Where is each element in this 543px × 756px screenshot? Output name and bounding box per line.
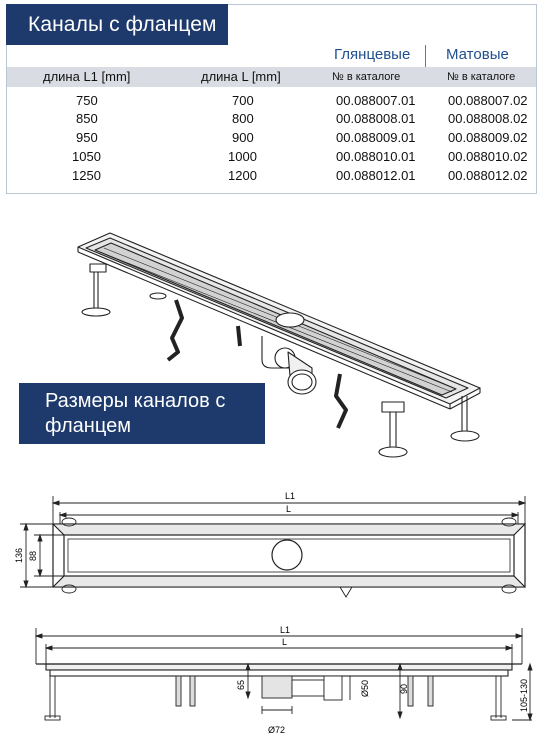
- cell-glossy: 00.088010.01: [336, 149, 416, 164]
- cell-glossy: 00.088007.01: [336, 93, 416, 108]
- cell-matte: 00.088009.02: [448, 130, 528, 145]
- cell-glossy: 00.088012.01: [336, 168, 416, 183]
- top-view-drawing: [0, 488, 543, 600]
- cell-matte: 00.088010.02: [448, 149, 528, 164]
- label-side-l1: L1: [280, 625, 291, 635]
- cell-l: 1000: [228, 149, 257, 164]
- label-width-outer: 136: [14, 547, 24, 563]
- section-title-line2: фланцем: [45, 415, 131, 437]
- label-outlet-dia: Ø72: [268, 725, 286, 735]
- cell-l1: 950: [76, 130, 98, 145]
- label-height-90: 90: [399, 683, 409, 694]
- label-l: L: [286, 504, 292, 514]
- label-adjust-range: 105-130: [519, 678, 529, 712]
- cell-matte: 00.088012.02: [448, 168, 528, 183]
- col-header-matte-catalog: № в каталоге: [447, 71, 516, 83]
- cell-l1: 850: [76, 111, 98, 126]
- matte-group-header: Матовые: [446, 46, 509, 63]
- col-header-l1: длина L1 [mm]: [43, 69, 131, 84]
- cell-l: 800: [232, 111, 254, 126]
- cell-matte: 00.088008.02: [448, 111, 528, 126]
- cell-matte: 00.088007.02: [448, 93, 528, 108]
- section-title-line1: Размеры каналов с: [45, 390, 226, 412]
- cell-l1: 1050: [72, 149, 101, 164]
- col-header-glossy-catalog: № в каталоге: [332, 71, 401, 83]
- page-title: Каналы с фланцем: [6, 4, 228, 45]
- col-header-l: длина L [mm]: [201, 69, 281, 84]
- cell-l: 1200: [228, 168, 257, 183]
- label-height-65: 65: [236, 679, 246, 690]
- label-l1: L1: [285, 491, 296, 501]
- label-pipe-dia: Ø50: [360, 679, 370, 697]
- table-header: [7, 67, 536, 87]
- section-title: [19, 383, 265, 444]
- cell-l: 700: [232, 93, 254, 108]
- side-view-drawing: [0, 620, 543, 756]
- glossy-group-header: Глянцевые: [334, 46, 411, 63]
- cell-l1: 1250: [72, 168, 101, 183]
- header-divider: [425, 45, 426, 67]
- label-side-l: L: [282, 637, 288, 647]
- label-width-inner: 88: [28, 550, 38, 561]
- cell-l1: 750: [76, 93, 98, 108]
- cell-glossy: 00.088008.01: [336, 111, 416, 126]
- cell-l: 900: [232, 130, 254, 145]
- cell-glossy: 00.088009.01: [336, 130, 416, 145]
